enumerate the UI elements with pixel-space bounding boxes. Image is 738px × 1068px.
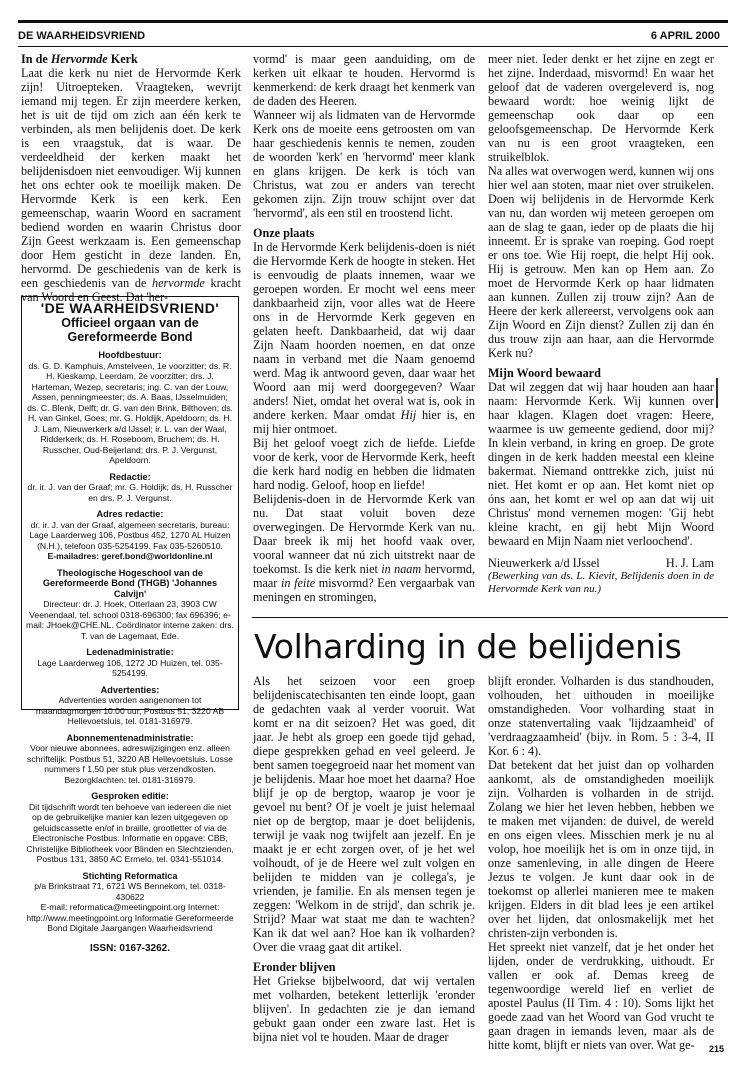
masthead-box: [21, 296, 239, 954]
paragraph: Dat wil zeggen dat wij haar houden aan haar naam: Hervormde Kerk. Wij kunnen over haar klagen. Klagen doet vragen: Heere, waarmee is uw gemeente gediend, door mij? In klein verband, in kring en groep. De grote dingen in de kerk hadden meestal een kleine bakermat. Niemand onttrekke zich, juist nú niet. Het komt er op aan. Het komt niet op óns aan, het komt er wel op aan dat wij uit Christus' mond vernemen mogen: 'Gij hebt kleine kracht, en gij hebt Mijn Woord bewaard en Mijn Naam niet verloochend'.: [488, 380, 714, 548]
board-members: ds. G. D. Kamphuis, Amstelveen, 1e voorzitter; ds. R. H. Kieskamp, Leerdam, 2e voorzitter; drs. J. Harteman, Wezep, secretaris; ing. C. van der Louw, Assen, penningmeester; ds. A. Baas, IJsselmuiden; ds. C. Blenk, Delft; dr. G. van den Brink, Bilthoven; ds. H. van Ginkel, Goes; mr. G. Holdijk, Apeldoorn; ds. H. J. Lam, Nieuwerkerk a/d IJssel; ir. L. van der Waal, Ridderkerk; ds. H. Roseboom, Bruchem; ds. H. Russcher, Oud-Beijerland; drs. P. J. Vergunst, Apeldoorn.: [27, 360, 233, 465]
paragraph: vormd' is maar geen aanduiding, om de kerken uit elkaar te houden. Hervormd is kenmerkend: de kerk draagt het kenmerk van de daden des Heeren.: [253, 52, 475, 108]
article1-column-1: [21, 52, 241, 304]
section-heading: Mijn Woord bewaard: [488, 366, 601, 380]
paragraph: Bij het geloof voegt zich de liefde. Liefde voor de kerk, voor de Hervormde Kerk, heeft die kerk hard nodig en hebben die lidmaten hard nodig. Geloof, hoop en liefde!: [253, 436, 475, 492]
masthead-subtitle: Officieel orgaan van de Gereformeerde Bond: [61, 316, 199, 344]
spoken-edition-heading: Gesproken editie:: [91, 791, 169, 801]
subscriptions-info: Voor nieuwe abonnees, adreswijzigingen enz. alleen schriftelijk: Postbus 51, 3220 AB Hellevoetsluis. Losse nummers f 1,50 per stuk plus verzendkosten. Bezorgklachten: tel. 0181-316979.: [27, 743, 233, 785]
membership-heading: Ledenadministratie:: [86, 647, 174, 657]
paragraph: Het Griekse bijbelwoord, dat wij vertalen met volharden, betekent letterlijk 'eronder blijven'. In gedachten zie je dan iemand gebukt gaan onder een zware last. Het is bijna niet vol te houden. Maar de drager: [253, 974, 475, 1044]
article1-column-2: [253, 52, 475, 608]
paragraph: Na alles wat overwogen werd, kunnen wij ons hier wel aan stoten, maar niet over struikelen. Doen wij belijdenis in de Hervormde Kerk van nu, dan worden wij meteen geroepen om aan de slag te gaan, ieder op de plaats die hij inneemt. Er is sprake van roeping. God roept er ons toe. Wie Hij roept, die helpt Hij ook. Hij is getrouw. Men kan op Hem aan. Zo moet de Hervormde Kerk op haar lidmaten aan kunnen. Zullen zij trouw zijn? Aan de Heere der kerk allereerst, vervolgens ook aan Zijn Woord en Zijn dienst? Zullen zij dan én dus trouw zijn aan haar, aan die Hervormde Kerk nu?: [488, 164, 714, 360]
article2-column-1: [253, 674, 475, 1042]
subscriptions-heading: Abonnementenadministratie:: [66, 732, 194, 743]
paragraph: Als het seizoen voor een groep belijdeniscatechisanten ten einde loopt, gaan de gedachten vaak al verder vooruit. Wat komt er na dit seizoen? Het was goed, dit jaar. Je hebt als groep een goede tijd gehad, diepe gesprekken gehad en veel geleerd. Je bent samen toegegroeid naar het moment van je belijdenis. Maar hoe moet het daarna? Hoe blijf je op de bergtop, waarop je voor je gevoel nu bent? Of je voelt je juist helemaal niet op de bergtop, maar je doet belijdenis, terwijl je vaak nog twijfelt aan jezelf. En je maakt je er echt zorgen over, of je het wel volhoudt, of je de Heere wel zult volgen en belijden te midden van je collega's, je vrienden, je familie. En als mensen tegen je zeggen: 'Welkom in de strijd', dan schrik je. Strijd? Maar wat staat me dan te wachten? Kan ik dat wel aan? Hoe kan ik volharden? Over die vraag gaat dit artikel.: [253, 674, 475, 954]
running-header: [18, 30, 728, 46]
margin-mark: [716, 378, 718, 408]
author-place: Nieuwerkerk a/d IJssel: [488, 556, 600, 570]
issn: ISSN: 0167-3262.: [89, 942, 171, 954]
top-rule: [18, 20, 728, 23]
editors: dr. ir. J. van der Graaf; mr. G. Holdijk; ds. H. Russcher en drs. P. J. Vergunst.: [27, 482, 233, 503]
issue-date: 6 APRIL 2000: [650, 30, 720, 42]
paragraph: Wanneer wij als lidmaten van de Hervormde Kerk ons de moeite eens getroosten om van haar geschiedenis kennis te nemen, zouden de woorden 'kerk' en 'hervormd' meer klank en glans krijgen. De kerk is tóch van Christus, wat zou er anders van terecht gekomen zijn. Zijn trouw schijnt over dat 'hervormd', als een stil en troostend licht.: [253, 108, 475, 220]
foundation-contact: E-mail: reformatica@meetingpoint.org Internet: http://www.meetingpoint.org Informatie Gereformeerde Bond Digitale Jaargangen Waarheidsvriend: [26, 902, 234, 933]
paragraph: Laat die kerk nu niet de Hervormde Kerk zijn! Uitroepteken. Vraagteken, wevrijt iemand mij tegen. Er zijn meerdere kerken, het is uit de tijd om zich aan één kerk te verbinden, als men belijdenis doet. De kerk is een vraagstuk, dat is waar. De verdeeldheid der kerken maakt het belijdenisdoen niet eenvoudiger. Wij kunnen het ons echter ook te moeilijk maken. De Hervormde Kerk is een kerk. Een gemeenschap, waarin Woord en sacrament bediend worden en waarin Christus door Zijn Geest werkzaam is. Een gemeenschap door Hem gesticht in deze landen. En, hervormd. De geschiedenis van de kerk is een geschiedenis van de hervormde kracht van Woord en Geest. Dat 'her-: [21, 66, 241, 304]
seminary-heading: Theologische Hogeschool van de Gereformeerde Bond (THGB) 'Johannes Calvijn': [42, 567, 218, 599]
editors-heading: Redactie:: [109, 471, 151, 482]
paragraph: Dat betekent dat het juist dan op volharden aankomt, als de omstandigheden moeilijk zijn. Volharden is volharden in de strijd. Zolang we hier het leven hebben, hebben we te maken met vijanden: de duivel, de wereld en ons eigen vlees. Misschien merk je nu al volop, hoe moeilijk het is om in onze tijd, in onze samenleving, in alle dingen de Heere Jezus te volgen. Je kunt daar ook in de toekomst op allerlei manieren mee te maken krijgen. Elders in dit blad lees je een artikel over het lijden, dat onlosmakelijk met het christen-zijn verbonden is.: [488, 758, 714, 940]
advertising-info: Advertenties worden aangenomen tot maandagmorgen 10.00 uur, Postbus 51, 3220 AB Hellevoetsluis, tel. 0181-316979.: [35, 695, 225, 726]
foundation-address: p/a Brinkstraat 71, 6721 WS Bennekom, tel. 0318-430622: [34, 881, 226, 902]
membership-info: Lage Laarderweg 106, 1272 JD Huizen, tel. 035-5254199.: [37, 657, 223, 678]
section-heading: Onze plaats: [253, 226, 315, 240]
source-note: (Bewerking van ds. L. Kievit, Belijdenis doen in de Hervormde Kerk van nu.): [488, 570, 714, 595]
paragraph: Het spreekt niet vanzelf, dat je het onder het lijden, onder de verdrukking, uithoudt. Er vallen er ook af. Demas kreeg de tegenwoordige wereld lief en verliet de apostel Paulus (II Tim. 4 : 10). Soms lijkt het goede zaad van het Woord van God vrucht te gaan dragen in iemands leven, maar als de hitte komt, blijft er niets van over. Wat ge-: [488, 940, 714, 1052]
advertising-heading: Advertenties:: [100, 684, 160, 695]
author-name: H. J. Lam: [665, 556, 714, 570]
email-address: E-mailadres: geref.bond@worldonline.nl: [47, 551, 213, 561]
signature-line: [488, 556, 714, 570]
paragraph: Belijdenis-doen in de Hervormde Kerk van nu. Dat staat voluit boven deze overwegingen. De Hervormde Kerk van nu. Daar breek ik mij het hoofd vaak over, vooral wanneer dat nú zich uitstrekt naar de toekomst. Is die kerk niet in naam hervormd, maar in feite misvormd? Een vergaarbak van meningen en stromingen,: [253, 492, 476, 604]
article-headline: Volharding in de belijdenis: [254, 627, 682, 666]
spoken-edition-info: Dit tijdschrift wordt ten behoeve van iedereen die niet op de gebruikelijke manier kan lezen uitgegeven op geluidscassette en/of in braille, grootletter of via de Electronische Postbus. Informatie en opgave: CBB, Christelijke Bibliotheek voor Blinden en Slechtzienden, Postbus 131, 3850 AC Ermelo, tel. 0341-551014.: [26, 801, 234, 864]
address: dr. ir. J. van der Graaf, algemeen secretaris, bureau: Lage Laarderweg 106, Postbus 452, 1270 AL Huizen (N.H.), telefoon 035-5254199. Fax 035-5260510.: [29, 519, 231, 551]
section-divider: [252, 617, 728, 618]
address-heading: Adres redactie:: [96, 509, 164, 519]
section-heading: In de Hervormde Kerk: [21, 52, 138, 66]
board-heading: Hoofdbestuur:: [98, 350, 162, 360]
section-heading: Eronder blijven: [253, 960, 336, 974]
foundation-heading: Stichting Reformatica: [82, 870, 178, 881]
paper-name: DE WAARHEIDSVRIEND: [18, 30, 146, 42]
header-rule: [18, 46, 728, 47]
page-number: 215: [708, 1044, 724, 1054]
article1-column-3: [488, 52, 714, 608]
article2-column-2: [488, 674, 714, 1052]
masthead-title: 'DE WAARHEIDSVRIEND': [40, 300, 220, 316]
seminary-info: Directeur: dr. J. Hoek, Otterlaan 23, 3903 CW Veenendaal, tel. school 0318-696300; fax 696396; e-mail: JHoek@CHE.NL. Coördinator interne zaken: drs. T. van de Lagemaat, Ede.: [26, 599, 234, 641]
paragraph: In de Hervormde Kerk belijdenis-doen is niét die Hervormde Kerk de hoogte in steken. Het is eenvoudig de plaats innemen, waar we geroepen worden. Er mocht wel eens meer dankbaarheid zijn, voor alles wat de Heere ons in de Hervormde Kerk gegeven en gelaten heeft. Dankbaarheid, dat wij daar Zijn Naam hoorden noemen, en dat onze naam in verband met die Naam genoemd werd. Mag ik antwoord geven, daar waar het Woord aan mij werd doorgegeven? Waar anders! Niet, omdat het overal wat is, ook in andere kerken. Maar omdat Hij hier is, en mij hier ontmoet.: [253, 240, 476, 436]
paragraph: meer niet. Ieder denkt er het zijne en zegt er het zijne. Inderdaad, misvormd! En waar het geloof dat de vaderen overgeleverd is, nog bewaard wordt: hoe weinig lijkt de gemeenschap ook daar op een geloofsgemeenschap. De Hervormde Kerk van nu is een groot vraagteken, een struikelblok.: [488, 52, 714, 164]
paragraph: blijft eronder. Volharden is dus standhouden, volhouden, het uithouden in moeilijke omstandigheden. Voor volharding staat in onze statenvertaling vaak 'lijdzaamheid' of 'verdraagzaamheid' (bijv. in Rom. 5 : 3-4, II Kor. 6 : 4).: [488, 674, 714, 758]
